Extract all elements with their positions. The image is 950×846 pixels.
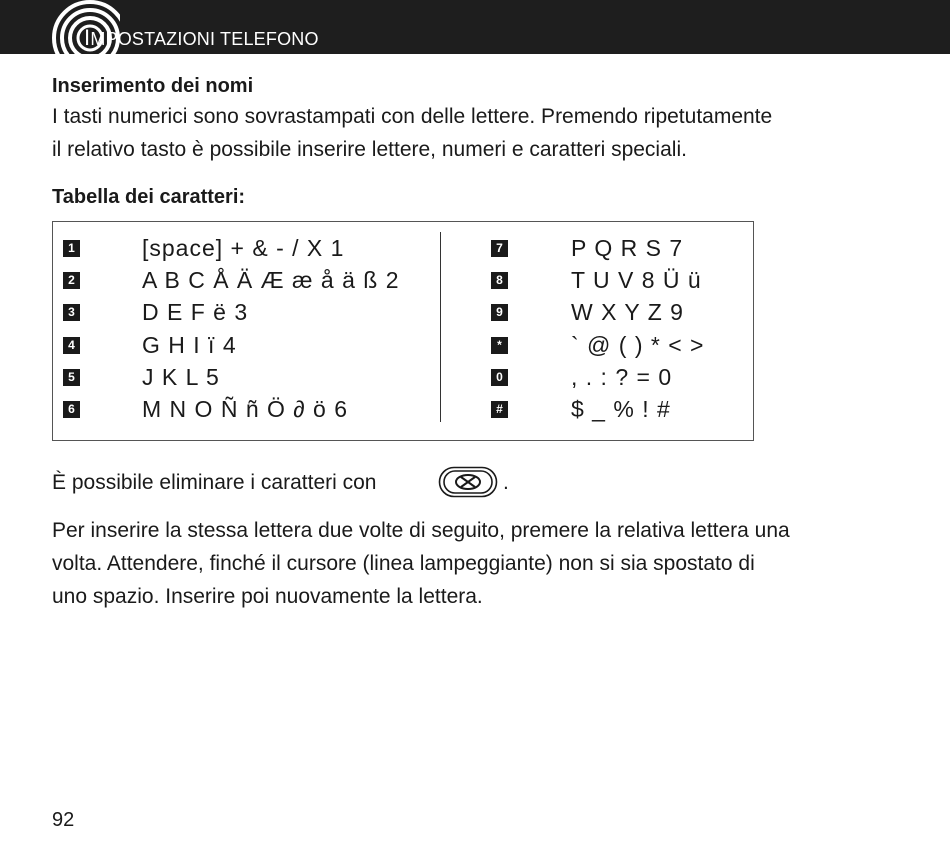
key-badge: 2 bbox=[63, 272, 80, 289]
text-line: uno spazio. Inserire poi nuovamente la lettera. bbox=[52, 585, 483, 608]
key-chars: , . : ? = 0 bbox=[571, 364, 673, 390]
key-chars: A B C Å Ä Æ æ å ä ß 2 bbox=[142, 267, 400, 293]
paragraph-name-entry bbox=[52, 100, 772, 166]
key-badge: 4 bbox=[63, 337, 80, 354]
section-title-char-table: Tabella dei caratteri: bbox=[52, 186, 246, 208]
delete-key-icon bbox=[438, 466, 498, 498]
key-badge: 6 bbox=[63, 401, 80, 418]
key-chars: D E F ë 3 bbox=[142, 299, 249, 325]
key-chars: $ _ % ! # bbox=[571, 396, 671, 422]
header-title-rest: MPOSTAZIONI TELEFONO bbox=[90, 29, 319, 49]
key-chars: G H I ï 4 bbox=[142, 332, 237, 358]
page-header bbox=[0, 0, 950, 54]
delete-instruction bbox=[52, 466, 376, 499]
paragraph-double-letter bbox=[52, 514, 790, 613]
text-line: il relativo tasto è possibile inserire lettere, numeri e caratteri speciali. bbox=[52, 138, 687, 161]
text-line: Per inserire la stessa lettera due volte di seguito, premere la relativa lettera una bbox=[52, 519, 790, 542]
header-title bbox=[84, 25, 319, 51]
key-badge: # bbox=[491, 401, 508, 418]
text-line: volta. Attendere, finché il cursore (linea lampeggiante) non si sia spostato di bbox=[52, 552, 755, 575]
key-badge: 3 bbox=[63, 304, 80, 321]
section-title-name-entry: Inserimento dei nomi bbox=[52, 75, 254, 97]
key-chars: T U V 8 Ü ü bbox=[571, 267, 702, 293]
header-title-initial: I bbox=[84, 25, 91, 50]
key-chars: ` @ ( ) * < > bbox=[571, 332, 705, 358]
text-line: I tasti numerici sono sovrastampati con delle lettere. Premendo ripetutamente bbox=[52, 105, 773, 128]
key-chars: [space] + & - / X 1 bbox=[142, 235, 345, 261]
key-badge: 7 bbox=[491, 240, 508, 257]
key-badge: 8 bbox=[491, 272, 508, 289]
key-chars: J K L 5 bbox=[142, 364, 220, 390]
delete-text-after: . bbox=[503, 471, 509, 494]
table-divider bbox=[440, 232, 441, 422]
key-chars: P Q R S 7 bbox=[571, 235, 684, 261]
key-badge: * bbox=[491, 337, 508, 354]
page-number: 92 bbox=[52, 809, 75, 831]
key-chars: W X Y Z 9 bbox=[571, 299, 684, 325]
key-badge: 9 bbox=[491, 304, 508, 321]
character-table bbox=[52, 221, 754, 441]
key-badge: 0 bbox=[491, 369, 508, 386]
key-badge: 1 bbox=[63, 240, 80, 257]
delete-text-before: È possibile eliminare i caratteri con bbox=[52, 471, 377, 494]
key-badge: 5 bbox=[63, 369, 80, 386]
key-chars: M N O Ñ ñ Ö ∂ ö 6 bbox=[142, 396, 349, 422]
